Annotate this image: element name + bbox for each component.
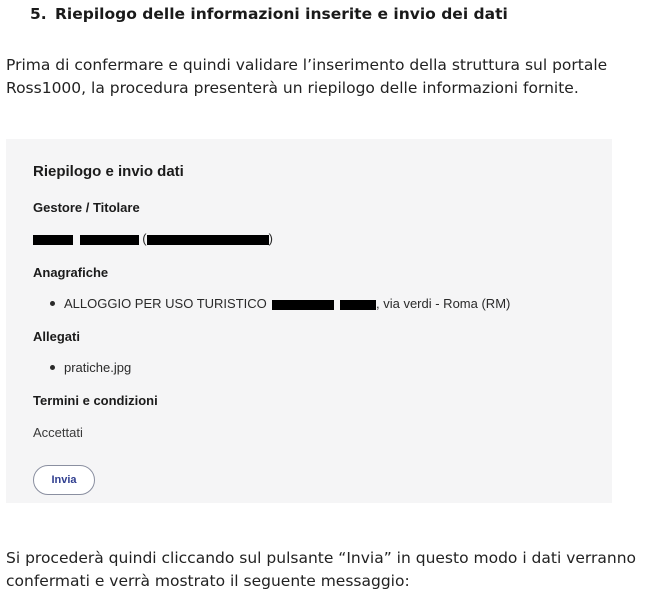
allegati-item-link[interactable]: pratiche.jpg bbox=[64, 360, 132, 375]
panel-title: Riepilogo e invio dati bbox=[33, 163, 184, 180]
outro-paragraph: Si procederà quindi cliccando sul pulsante “Invia” in questo modo i dati verranno confermati e verrà mostrato il seguente messaggio: bbox=[6, 549, 637, 590]
section-number: 5. bbox=[30, 5, 47, 23]
anagrafiche-label: Anagrafiche bbox=[33, 265, 109, 280]
section-title: Riepilogo delle informazioni inserite e invio dei dati bbox=[55, 5, 508, 23]
redacted-block bbox=[147, 235, 269, 245]
anagrafiche-list-item bbox=[50, 296, 510, 311]
gestore-open-paren: ( bbox=[142, 231, 147, 246]
redacted-block bbox=[80, 235, 139, 245]
termini-label: Termini e condizioni bbox=[33, 393, 158, 408]
gestore-label: Gestore / Titolare bbox=[33, 200, 140, 215]
redacted-block bbox=[272, 300, 334, 310]
anagrafiche-item-prefix: ALLOGGIO PER USO TURISTICO bbox=[64, 296, 267, 311]
section-heading bbox=[30, 5, 508, 23]
invia-button[interactable]: Invia bbox=[33, 465, 95, 495]
summary-panel bbox=[6, 139, 612, 503]
intro-paragraph: Prima di confermare e quindi validare l’inserimento della struttura sul portale Ross1000, la procedura presenterà un riepilogo delle informazioni fornite. bbox=[6, 56, 608, 97]
gestore-value bbox=[33, 231, 273, 246]
bullet-icon bbox=[50, 301, 55, 306]
gestore-close-paren: ) bbox=[268, 231, 273, 246]
allegati-list-item bbox=[50, 360, 131, 375]
bullet-icon bbox=[50, 365, 55, 370]
summary-panel-content bbox=[33, 139, 602, 503]
termini-value: Accettati bbox=[33, 425, 83, 440]
allegati-label: Allegati bbox=[33, 329, 80, 344]
anagrafiche-item-suffix: , via verdi - Roma (RM) bbox=[376, 296, 511, 311]
redacted-block bbox=[33, 235, 73, 245]
redacted-block bbox=[340, 300, 376, 310]
